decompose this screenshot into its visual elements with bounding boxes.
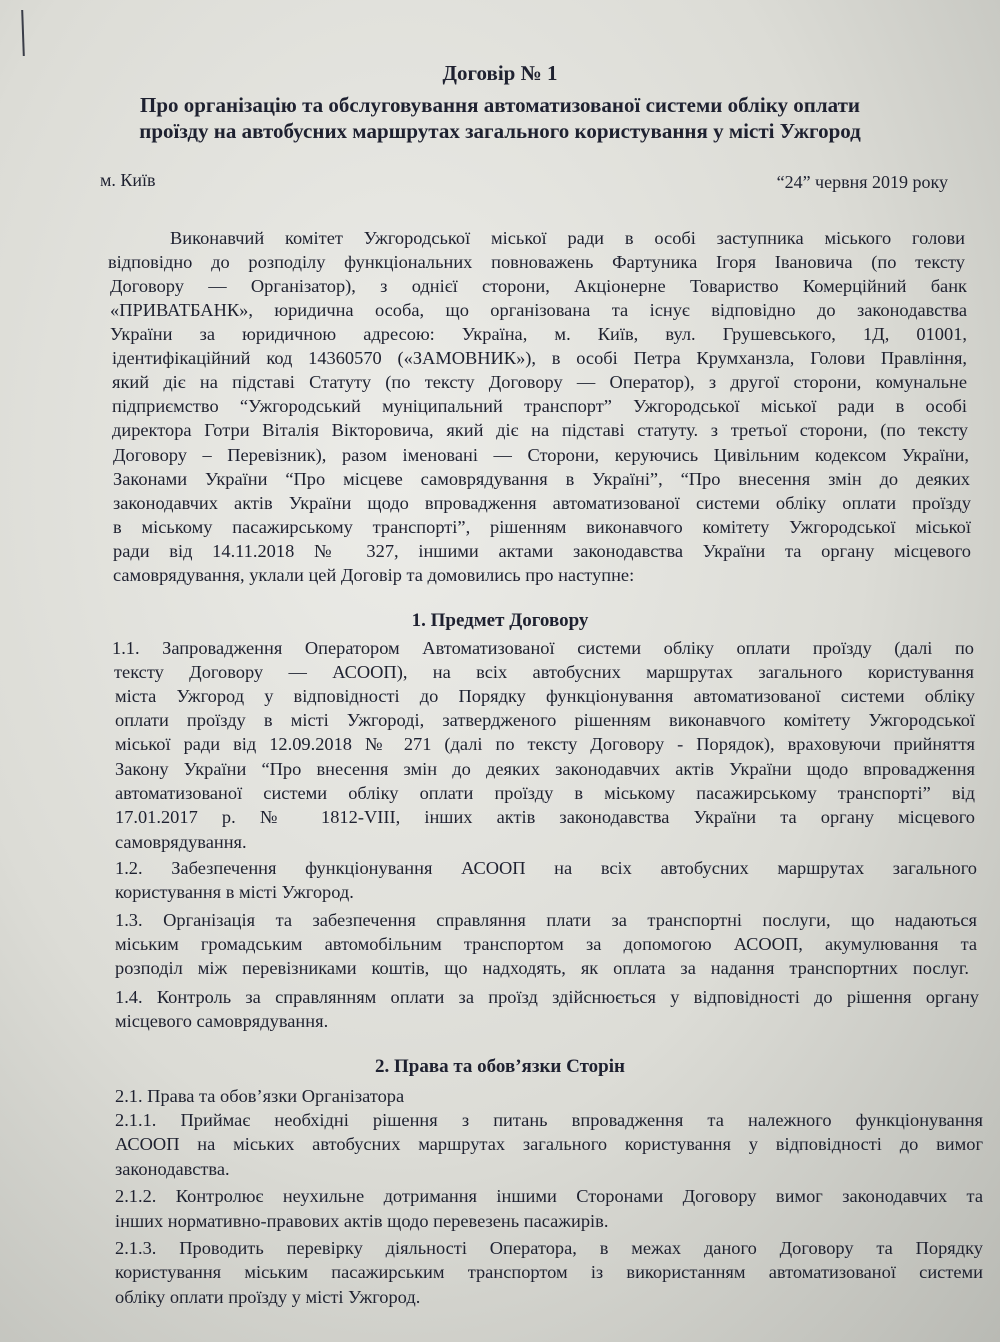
clause-2-1-3-line: обліку оплати проїзду у місті Ужгород.: [115, 1287, 421, 1307]
clause-2-1-2-line: 2.1.2. Контролює неухильне дотримання іншими Сторонами Договору вимог законодавчих та: [115, 1186, 983, 1206]
intro-line: підприємство “Ужгородський муніципальний транспорт” Ужгородської міської ради в особі: [112, 396, 967, 416]
intro-line: відповідно до розподілу функціональних повноважень Фартуника Ігоря Івановича (по тексту: [108, 252, 965, 272]
intro-line: самоврядування, уклали цей Договір та домовились про наступне:: [113, 565, 635, 585]
intro-line: який діє на підставі Статуту (по тексту Договору — Оператор), з другої сторони, комунальне: [112, 372, 967, 392]
clause-2-1-1-line: 2.1.1. Приймає необхідні рішення з питань впровадження та належного функціонування: [115, 1110, 983, 1130]
intro-line: законодавчих актів України щодо впровадження автоматизованої системи обліку оплати проїзду: [113, 493, 971, 513]
clause-1-1-line: міської ради від 12.09.2018 № 271 (далі по тексту Договору - Порядок), враховуючи прийняття: [115, 734, 975, 754]
clause-2-1-2-line: інших нормативно-правових актів щодо перевезень пасажирів.: [115, 1211, 609, 1231]
clause-2-1: 2.1. Права та обов’язки Організатора: [115, 1086, 405, 1106]
clause-1-4-line: 1.4. Контроль за справлянням оплати за проїзд здійснюється у відповідності до рішення органу: [115, 987, 979, 1007]
document-date: “24” червня 2019 року: [776, 172, 948, 192]
intro-line: ідентифікаційний код 14360570 («ЗАМОВНИК»), в особі Петра Крумханзла, Голови Правління,: [112, 348, 967, 368]
intro-line: Договору — Організатор), з однієї сторони, Акціонерне Товариство Комерційний банк: [110, 276, 967, 296]
clause-1-3-line: розподіл між перевізниками коштів, що надходять, як оплата за надання транспортних послуг.: [115, 958, 969, 978]
clause-2-1-3-line: 2.1.3. Проводить перевірку діяльності Оператора, в межах даного Договору та Порядку: [115, 1238, 983, 1258]
clause-1-3-line: міським громадським автомобільним транспортом за допомогою АСООП, акумулювання та: [115, 934, 977, 954]
clause-1-4-line: місцевого самоврядування.: [115, 1011, 329, 1031]
clause-1-1-line: оплати проїзду в місті Ужгороді, затвердженого рішенням виконавчого комітету Ужгородської: [115, 710, 975, 730]
clause-1-1-line: міста Ужгород у відповідності до Порядку функціонування автоматизованої системи обліку: [115, 686, 975, 706]
clause-1-1-line: автоматизованої системи обліку оплати проїзду в міському пасажирському транспорті” від: [115, 783, 975, 803]
intro-line: в міському пасажирському транспорті”, рішенням виконавчого комітету Ужгородської міської: [113, 517, 971, 537]
clause-1-1-line: 17.01.2017 р. № 1812-VIII, інших актів законодавства України та органу місцевого: [115, 807, 975, 827]
clause-1-2-line: користування в місті Ужгород.: [115, 882, 354, 902]
document-title: Договір № 1: [442, 61, 558, 85]
clause-2-1-3-line: користування міським пасажирським транспортом із використанням автоматизованої системи: [115, 1262, 983, 1282]
document-place: м. Київ: [100, 170, 156, 190]
intro-line: «ПРИВАТБАНК», юридична особа, що організована та існує відповідно до законодавства: [110, 300, 967, 320]
section-2-heading: 2. Права та обов’язки Сторін: [375, 1056, 625, 1077]
intro-line: директора Готри Віталія Вікторовича, який діє на підставі статуту. з третьої сторони, (по тексту: [112, 420, 968, 440]
intro-line: Договору – Перевізник), разом іменовані — Сторони, керуючись Цивільним кодексом України,: [113, 445, 969, 465]
clause-1-1-line: 1.1. Запровадження Оператором Автоматизованої системи обліку оплати проїзду (далі по: [112, 638, 974, 658]
clause-1-1-line: самоврядування.: [115, 832, 247, 852]
section-1-heading: 1. Предмет Договору: [411, 610, 589, 631]
clause-1-3-line: 1.3. Організація та забезпечення справляння плати за транспортні послуги, що надаються: [115, 910, 977, 930]
intro-line: ради від 14.11.2018 № 327, іншими актами законодавства України та органу місцевого: [113, 541, 971, 561]
clause-1-1-line: Закону України “Про внесення змін до деяких законодавчих актів України щодо впровадження: [115, 759, 975, 779]
clause-1-1-line: тексту Договору — АСООП), на всіх автобусних маршрутах загального користування: [114, 662, 974, 682]
intro-line: Виконавчий комітет Ужгородської міської ради в особі заступника міського голови: [170, 228, 965, 248]
pen-mark: [21, 10, 25, 56]
intro-line: України за юридичною адресою: Україна, м. Київ, вул. Грушевського, 1Д, 01001,: [110, 324, 967, 344]
clause-1-2-line: 1.2. Забезпечення функціонування АСООП на всіх автобусних маршрутах загального: [115, 858, 977, 878]
document-subtitle-line-2: проїзду на автобусних маршрутах загального користування у місті Ужгород: [139, 119, 861, 143]
document-subtitle-line-1: Про організацію та обслуговування автоматизованої системи обліку оплати: [139, 93, 860, 117]
intro-line: Законами України “Про місцеве самоврядування в Україні”, “Про внесення змін до деяких: [113, 469, 970, 489]
clause-2-1-1-line: законодавства.: [115, 1159, 230, 1179]
clause-2-1-1-line: АСООП на міських автобусних маршрутах загального користування у відповідності до вимог: [115, 1134, 983, 1154]
